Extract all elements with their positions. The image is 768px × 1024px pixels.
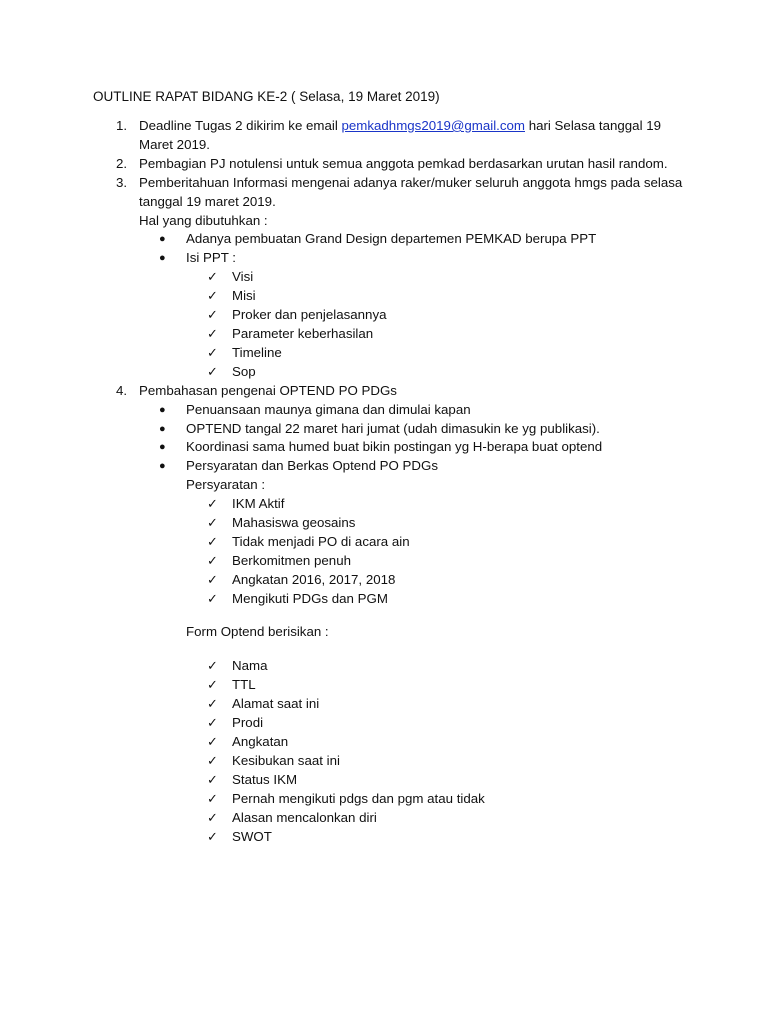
checkmark-icon: ✓ [207, 288, 218, 304]
item-number: 2. [116, 155, 128, 171]
checklist-text: Nama [232, 658, 268, 674]
checkmark-icon: ✓ [207, 325, 218, 341]
item-line: Pembahasan pengenai OPTEND PO PDGs [139, 382, 397, 398]
checklist-text: Misi [232, 288, 256, 304]
item-line: Maret 2019. [139, 136, 210, 152]
checklist-text: Proker dan penjelasannya [232, 307, 387, 323]
outline-list [0, 117, 768, 847]
checklist-item [0, 752, 768, 771]
item-text: Deadline Tugas 2 dikirim ke email [139, 118, 342, 133]
checklist-text: SWOT [232, 828, 272, 844]
bullet-text: OPTEND tangal 22 maret hari jumat (udah dimasukin ke yg publikasi). [186, 420, 600, 436]
checklist-item [0, 533, 768, 552]
item-number: 4. [116, 382, 128, 398]
bullet-icon: ● [159, 233, 166, 246]
bullet-icon: ● [159, 460, 166, 473]
bullet-item [0, 457, 768, 476]
checkmark-icon: ✓ [207, 790, 218, 806]
outline-item-1 [0, 117, 679, 155]
checklist-item [0, 363, 768, 382]
item-number: 3. [116, 174, 128, 190]
outline-item-4 [0, 382, 679, 401]
form-label: Form Optend berisikan : [186, 623, 329, 639]
checklist-text: Kesibukan saat ini [232, 753, 340, 768]
checklist-item [0, 571, 768, 590]
checklist-text: Berkomitmen penuh [232, 552, 351, 568]
checklist-text: IKM Aktif [232, 496, 285, 512]
email-link[interactable]: pemkadhmgs2019@gmail.com [341, 118, 525, 133]
bullet-item [0, 420, 768, 439]
checklist-item [0, 590, 768, 609]
checklist-item [0, 287, 768, 306]
bullet-item [0, 401, 768, 420]
item-number: 1. [116, 118, 128, 133]
bullet-icon: ● [159, 422, 166, 435]
checklist-item [0, 268, 768, 287]
checkmark-icon: ✓ [207, 344, 218, 360]
checklist-text: Mengikuti PDGs dan PGM [232, 590, 388, 606]
checkmark-icon: ✓ [207, 734, 218, 750]
item-text: hari Selasa tanggal 19 [525, 118, 662, 133]
needs-label: Hal yang dibutuhkan : [139, 212, 268, 228]
checkmark-icon: ✓ [207, 590, 218, 606]
item-line: tanggal 19 maret 2019. [139, 193, 276, 209]
checkmark-icon: ✓ [207, 515, 218, 531]
outline-item-2 [0, 155, 679, 174]
checklist-text: Tidak menjadi PO di acara ain [232, 533, 410, 549]
checkmark-icon: ✓ [207, 269, 218, 285]
bullet-icon: ● [159, 403, 166, 416]
checklist-text: Angkatan [232, 734, 289, 750]
bullet-item [0, 438, 768, 457]
checklist-text: Alasan mencalonkan diri [232, 809, 377, 825]
checkmark-icon: ✓ [207, 696, 218, 712]
checklist-text: Prodi [232, 715, 264, 731]
checklist-item [0, 733, 768, 752]
checklist-item [0, 344, 768, 363]
checkmark-icon: ✓ [207, 715, 218, 731]
checklist-text: Sop [232, 363, 256, 379]
checkmark-icon: ✓ [207, 496, 218, 512]
checkmark-icon: ✓ [207, 533, 218, 549]
bullet-icon: ● [159, 252, 166, 265]
item-line: Pemberitahuan Informasi mengenai adanya raker/muker seluruh anggota hmgs pada selasa [139, 174, 683, 190]
checklist-text: Status IKM [232, 771, 298, 787]
item-line: Pembagian PJ notulensi untuk semua anggota pemkad berdasarkan urutan hasil random. [139, 155, 668, 171]
checkmark-icon: ✓ [207, 363, 218, 379]
checklist-item [0, 325, 768, 344]
checkmark-icon: ✓ [207, 828, 218, 844]
spacer [0, 641, 768, 657]
bullet-text: Penuansaan maunya gimana dan dimulai kapan [186, 401, 471, 417]
checklist-item [0, 771, 768, 790]
bullet-text: Adanya pembuatan Grand Design departemen PEMKAD berupa PPT [186, 231, 597, 247]
checklist-text: Timeline [232, 344, 282, 360]
checkmark-icon: ✓ [207, 307, 218, 323]
bullet-item [0, 230, 768, 249]
checklist-text: TTL [232, 677, 256, 693]
checklist-item [0, 306, 768, 325]
checkmark-icon: ✓ [207, 677, 218, 693]
checklist-item [0, 809, 768, 828]
checklist-item [0, 552, 768, 571]
outline-item-3 [0, 174, 683, 231]
checklist-item [0, 657, 768, 676]
checklist-item [0, 695, 768, 714]
checklist-item [0, 676, 768, 695]
checklist-text: Mahasiswa geosains [232, 515, 356, 531]
checklist-item [0, 495, 768, 514]
checkmark-icon: ✓ [207, 552, 218, 568]
bullet-text: Koordinasi sama humed buat bikin postingan yg H-berapa buat optend [186, 439, 603, 455]
checklist-text: Visi [232, 269, 254, 285]
checklist-text: Alamat saat ini [232, 696, 320, 712]
checklist-item [0, 790, 768, 809]
checklist-item [0, 828, 768, 847]
spacer [0, 609, 768, 623]
document-title: OUTLINE RAPAT BIDANG KE-2 ( Selasa, 19 Maret 2019) [93, 89, 440, 104]
checklist-item [0, 514, 768, 533]
bullet-icon: ● [159, 441, 166, 454]
checkmark-icon: ✓ [207, 658, 218, 674]
checklist-text: Angkatan 2016, 2017, 2018 [232, 571, 396, 587]
bullet-text: Isi PPT : [186, 250, 236, 266]
checkmark-icon: ✓ [207, 571, 218, 587]
requirements-label: Persyaratan : [186, 477, 266, 493]
checklist-text: Pernah mengikuti pdgs dan pgm atau tidak [232, 790, 485, 806]
item-line [139, 117, 679, 136]
checkmark-icon: ✓ [207, 771, 218, 787]
checklist-item [0, 714, 768, 733]
bullet-item [0, 249, 768, 268]
checkmark-icon: ✓ [207, 753, 218, 768]
bullet-text: Persyaratan dan Berkas Optend PO PDGs [186, 458, 439, 474]
checklist-text: Parameter keberhasilan [232, 325, 374, 341]
checkmark-icon: ✓ [207, 809, 218, 825]
